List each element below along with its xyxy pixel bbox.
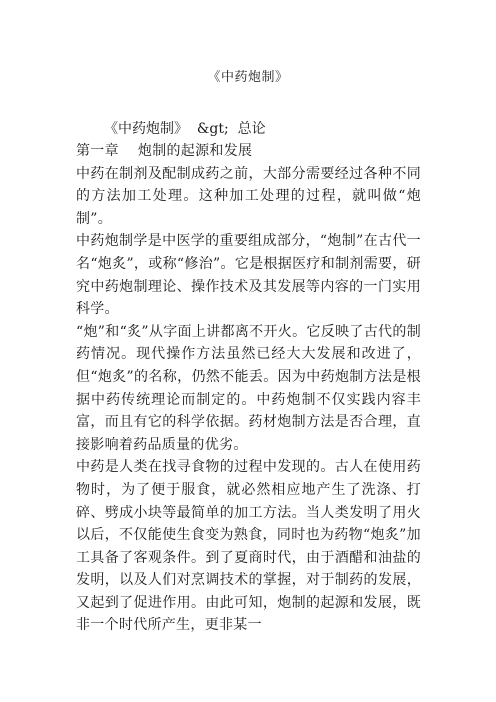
paragraph: 中药是人类在找寻食物的过程中发现的。古人在使用药物时，为了便于服食，就必然相应地产生了洗涤、打碎、劈成小块等最简单的加工方法。当人类发明了用火以后，不仅能使生食变为熟食，同时也为药物“炮炙”加工具备了客观条件。到了夏商时代，由于酒醋和油盐的发明，以及人们对烹调技术的掌握，对于制药的发展，又起到了促进作用。由此可知，炮制的起源和发展，既非一个时代所产生，更非某一 [76, 459, 421, 634]
document-subtitle: 《中药炮制》 &gt; 总论 [104, 121, 266, 137]
paragraph: “炮”和“炙”从字面上讲都离不开火。它反映了古代的制药情况。现代操作方法虽然已经大大发展和改进了，但“炮炙”的名称，仍然不能丢。因为中药炮制方法是根据中药传统理论而制定的。中药炮制不仅实践内容丰富，而且有它的科学依据。药材炮制方法是否合理，直接影响着药品质量的优劣。 [76, 323, 421, 453]
document-title: 《中药炮制》 [207, 70, 289, 85]
chapter-heading: 第一章 炮制的起源和发展 [76, 143, 253, 159]
paragraph: 中药炮制学是中医学的重要组成部分，“炮制”在古代一名“炮炙”，或称“修治”。它是根据医疗和制剂需要，研究中药炮制理论、操作技术及其发展等内容的一门实用科学。 [76, 233, 421, 318]
document-body [76, 140, 421, 637]
paragraph: 中药在制剂及配制成药之前，大部分需要经过各种不同的方法加工处理。这种加工处理的过程，就叫做“炮制”。 [76, 165, 421, 227]
